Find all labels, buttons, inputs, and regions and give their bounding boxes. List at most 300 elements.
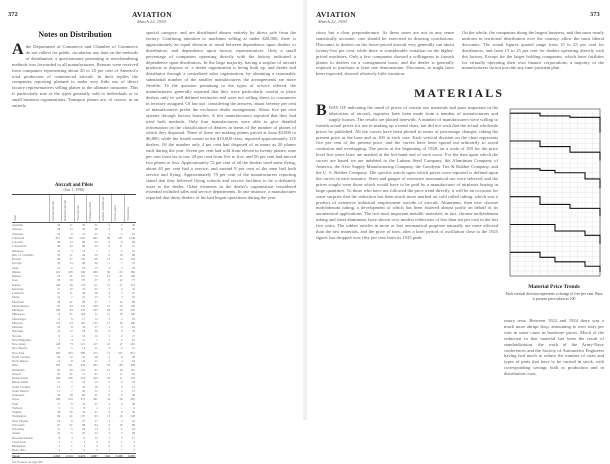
table-value-cell: 9: [58, 346, 61, 351]
table-value-cell: 3: [121, 384, 123, 389]
table-value-cell: 67: [57, 422, 61, 427]
table-title: Aircraft and Pilots: [54, 183, 94, 188]
table-value-cell: 153: [130, 282, 135, 287]
table-value-cell: 11: [57, 380, 61, 385]
table-value-cell: 5: [133, 439, 135, 444]
table-value-cell: 1: [71, 444, 73, 448]
table-value-cell: 73: [69, 342, 73, 346]
table-value-cell: 19: [57, 431, 61, 436]
table-value-cell: 2: [108, 346, 111, 351]
table-value-cell: 13: [94, 380, 98, 385]
table-value-cell: 56: [131, 410, 135, 414]
distribution-cont-text-2: On the whole, the companies doing the largest business, and that most nearly uniform in territorial distribution over the country, allow the most liberal discounts. The actual figures quoted range from 15 to 25 per cent for distributors, and from 15 to 25 per cent for dealers operating directly with the factory. Except for the larger holding companies, which have facilities for virtually operating their own finance corporations, a majority of the manufacturers do not provide any time payment plan.: [462, 30, 604, 71]
table-state-cell: Alabama: [12, 223, 23, 227]
table-state-cell: Wyoming: [12, 427, 24, 431]
table-value-cell: 91: [94, 367, 98, 372]
table-value-cell: 3: [121, 431, 123, 436]
table-value-cell: 46: [82, 261, 86, 266]
table-value-cell: 11: [57, 316, 61, 321]
table-value-cell: 39: [94, 261, 98, 266]
table-value-cell: 98: [82, 422, 86, 427]
table-header: [12, 195, 136, 223]
table-value-cell: 31: [82, 231, 86, 236]
table-state-cell: Wisconsin: [12, 422, 25, 427]
table-header-cell: Licensed aircraft: [49, 195, 61, 222]
table-value-cell: 7: [71, 388, 73, 393]
table-value-cell: 50: [131, 329, 135, 334]
table-state-cell: North Carolina: [12, 354, 31, 359]
materials-title: MATERIALS: [414, 86, 504, 100]
table-value-cell: 7: [121, 291, 123, 295]
table-value-cell: 128: [130, 414, 135, 419]
table-value-cell: 97: [57, 303, 61, 308]
table-value-cell: 16: [69, 410, 73, 414]
table-value-cell: 6: [121, 227, 123, 232]
table-value-cell: 96: [57, 414, 61, 419]
table-value-cell: 133: [55, 320, 61, 325]
table-value-cell: 21: [69, 299, 73, 304]
table-value-cell: 6: [71, 431, 73, 436]
table-value-cell: 115: [80, 274, 86, 278]
table-value-cell: 62: [82, 244, 86, 249]
table-state-cell: Montana: [12, 325, 23, 329]
table-value-cell: 3: [121, 295, 123, 300]
table-value-cell: 6,809: [128, 453, 135, 458]
table-value-cell: 47: [94, 299, 98, 304]
table-value-cell: 2: [121, 333, 123, 338]
table-state-cell: Hawaiian Islands: [12, 435, 33, 440]
table-value-cell: 11: [69, 252, 73, 257]
table-value-cell: 24: [131, 418, 135, 423]
materials-col-1: [316, 102, 498, 415]
table-state-cell: Totals: [12, 453, 20, 458]
table-value-cell: 42: [82, 227, 86, 232]
table-value-cell: 10: [57, 248, 61, 253]
table-value-cell: 96: [57, 257, 61, 261]
table-value-cell: 128: [55, 282, 61, 287]
table-value-cell: 10: [131, 337, 135, 342]
table-value-cell: 11: [119, 244, 123, 249]
table-value-cell: 4: [108, 291, 111, 295]
table-header-cell: Limited commercial: [99, 195, 111, 222]
table-value-cell: 12: [119, 299, 123, 304]
table-value-cell: 33: [57, 261, 61, 266]
table-value-cell: 154: [130, 257, 135, 261]
table-value-cell: 203: [68, 350, 73, 355]
table-value-cell: 82: [119, 269, 123, 274]
table-value-cell: 27: [131, 231, 135, 236]
table-value-cell: 54: [119, 308, 123, 312]
table-value-cell: 3: [108, 325, 111, 329]
table-value-cell: 0: [108, 439, 111, 444]
right-col-2: [462, 30, 604, 82]
table-state-cell: Minnesota: [12, 312, 25, 317]
table-value-cell: 167: [118, 350, 123, 355]
table-value-cell: 8: [71, 401, 73, 406]
table-value-cell: 12: [119, 278, 123, 283]
table-value-cell: 47: [94, 371, 98, 376]
table-value-cell: 9: [71, 418, 73, 423]
table-value-cell: 33: [57, 252, 61, 257]
table-value-cell: 54: [94, 240, 98, 244]
table-value-cell: 4: [121, 401, 123, 406]
table-state-cell: Iowa: [12, 278, 18, 283]
table-value-cell: 17: [107, 320, 111, 325]
table-value-cell: 22: [107, 342, 111, 346]
table-value-cell: 21: [82, 295, 86, 300]
table-value-cell: 2: [108, 380, 111, 385]
table-value-cell: 297: [93, 363, 98, 368]
table-value-cell: 13: [69, 261, 73, 266]
table-value-cell: 434: [80, 363, 86, 368]
table-value-cell: 65: [131, 371, 135, 376]
table-value-cell: 141: [80, 303, 86, 308]
table-value-cell: 47: [131, 291, 135, 295]
table-state-cell: Texas: [12, 397, 19, 402]
table-value-cell: 83: [69, 308, 73, 312]
table-value-cell: 21: [119, 274, 123, 278]
table-value-cell: 13: [57, 388, 61, 393]
table-value-cell: 3: [83, 439, 86, 444]
table-value-cell: 29: [107, 308, 111, 312]
table-value-cell: 21: [94, 401, 98, 406]
table-value-cell: 353: [130, 376, 135, 380]
table-value-cell: 108: [68, 376, 73, 380]
table-value-cell: 16: [57, 325, 61, 329]
table-state-cell: Vermont: [12, 405, 23, 410]
table-value-cell: 2: [108, 435, 111, 440]
table-state-cell: New Jersey: [12, 342, 26, 346]
table-value-cell: 22: [94, 431, 98, 436]
table-value-cell: 18: [131, 380, 135, 385]
table-value-cell: 6: [71, 316, 73, 321]
table-state-cell: Virginia: [12, 410, 22, 414]
table-value-cell: 871: [55, 235, 61, 240]
table-value-cell: 1181: [79, 235, 86, 240]
table-value-cell: 2: [108, 316, 111, 321]
table-value-cell: 2: [108, 295, 111, 300]
table-value-cell: 11: [94, 359, 98, 363]
table-value-cell: 6: [108, 410, 111, 414]
table-value-cell: 13: [82, 333, 86, 338]
table-value-cell: 156: [130, 303, 135, 308]
table-value-cell: 15: [57, 384, 61, 389]
table-value-cell: 64: [94, 422, 98, 427]
table-value-cell: 6: [71, 265, 73, 270]
table-value-cell: 187: [93, 308, 98, 312]
table-value-cell: 16: [119, 422, 123, 427]
table-state-cell: Georgia: [12, 261, 22, 266]
table-value-cell: 41: [69, 414, 73, 419]
table-value-cell: 9: [58, 333, 61, 338]
table-state-cell: New Hampshire: [12, 337, 32, 342]
table-state-cell: Arkansas: [12, 231, 24, 236]
left-col-2: [146, 30, 296, 415]
table-value-cell: 34: [107, 397, 111, 402]
table-value-cell: 93: [94, 414, 98, 419]
table-value-cell: 6: [108, 329, 111, 334]
table-value-cell: 15: [107, 303, 111, 308]
left-col-1: [12, 30, 138, 180]
distribution-cont-text: ritory but a clear preponderance. As these notes are not in any sense statistically accurate, care should be exercised in drawing conclusions. Discounts to dealers on the lower-priced aircraft very generally run about twenty-five per cent, while there is considerable variation on the higher-priced machines. Only a few companies showed a willingness to furnish planes to dealers on a consignment basis, and the dealer is generally required to purchase at least one demonstrator. Discounts, as might have been expected, showed relatively little variation.: [316, 30, 454, 77]
table-value-cell: 88: [119, 363, 123, 368]
table-value-cell: 16: [131, 359, 135, 363]
table-value-cell: 4: [121, 418, 123, 423]
table-body: [12, 223, 136, 457]
table-value-cell: 15: [131, 388, 135, 393]
table-value-cell: 196: [55, 308, 61, 312]
table-value-cell: 27: [119, 282, 123, 287]
table-value-cell: 11: [57, 427, 61, 431]
table-value-cell: 2: [108, 265, 111, 270]
table-value-cell: 41: [69, 274, 73, 278]
table-value-cell: 37: [69, 257, 73, 261]
table-value-cell: 3: [121, 265, 123, 270]
table-state-cell: Missouri: [12, 320, 23, 325]
table-state-cell: North Dakota: [12, 359, 29, 363]
table-value-cell: 24: [119, 257, 123, 261]
table-value-cell: 3: [71, 435, 73, 440]
table-value-cell: 119: [93, 257, 98, 261]
table-state-cell: Tennessee: [12, 393, 25, 397]
table-value-cell: 60: [82, 299, 86, 304]
table-value-cell: 9: [121, 410, 123, 414]
table-state-cell: Michigan: [12, 308, 24, 312]
table-value-cell: 4: [108, 231, 111, 236]
table-state-cell: South Dakota: [12, 388, 29, 393]
table-value-cell: 18: [57, 223, 61, 227]
table-value-cell: 1246: [128, 235, 135, 240]
table-value-cell: 2: [108, 384, 111, 389]
article-col1-text: Athe Department of Commerce and Chamber of Commerce do not collect for public circulation any data on the methods of distribution, a questionnaire pertaining to merchandising methods was forwarded to all manufacturers. Returns were received from companies representing about 20 to 25 per cent of America's total production of commercial aircraft. In their replies the companies reporting planned to make very little use of direct factory representatives selling planes to the ultimate consumer. This is particularly true of the types generally sold to individuals or to small business organizations. Transport planes are, of course, in an entirely: [12, 41, 138, 109]
left-date: March 22, 1930: [137, 19, 166, 24]
table-value-cell: 216: [130, 342, 135, 346]
table-value-cell: 2: [108, 359, 111, 363]
table-value-cell: 1: [71, 448, 73, 453]
chart-title: Material Price Trends: [528, 284, 580, 290]
table-value-cell: 303: [55, 363, 61, 368]
table-value-cell: 268: [55, 397, 61, 402]
table-state-cell: Dist. of Columbia: [12, 252, 34, 257]
table-header-cell: Identified aircraft: [61, 195, 73, 222]
table-value-cell: 66: [131, 299, 135, 304]
table-value-cell: 1: [108, 337, 111, 342]
table-value-cell: 11: [94, 388, 98, 393]
table-header-cell: Transport pilots: [86, 195, 98, 222]
table-value-cell: 384: [130, 269, 135, 274]
table-value-cell: 17: [57, 401, 61, 406]
table-value-cell: 41: [94, 410, 98, 414]
table-value-cell: 71: [119, 376, 123, 380]
table-value-cell: 12: [57, 265, 61, 270]
table-value-cell: 61: [131, 244, 135, 249]
table-value-cell: 29: [69, 278, 73, 283]
table-value-cell: 16: [94, 384, 98, 389]
table-value-cell: 270: [130, 308, 135, 312]
table-value-cell: 31: [69, 422, 73, 427]
table-value-cell: 27: [57, 291, 61, 295]
table-value-cell: 3: [108, 401, 111, 406]
table-value-cell: 21: [69, 371, 73, 376]
table-value-cell: 187: [80, 320, 86, 325]
table-value-cell: 249: [93, 376, 98, 380]
table-value-cell: 121: [130, 367, 135, 372]
table-value-cell: 8: [71, 325, 73, 329]
table-value-cell: 4: [71, 248, 73, 253]
table-value-cell: 12: [107, 367, 111, 372]
table-value-cell: 22: [82, 384, 86, 389]
table-value-cell: 9: [121, 393, 123, 397]
table-value-cell: 14: [57, 359, 61, 363]
table-value-cell: 16: [82, 380, 86, 385]
table-value-cell: 18: [119, 252, 123, 257]
table-value-cell: 16: [131, 316, 135, 321]
table-value-cell: 14: [69, 240, 73, 244]
table-value-cell: 6: [108, 393, 111, 397]
table-state-cell: Idaho: [12, 265, 19, 270]
table-value-cell: 15: [107, 282, 111, 287]
table-value-cell: 1: [108, 333, 111, 338]
table-value-cell: 73: [94, 274, 98, 278]
table-value-cell: 44: [69, 303, 73, 308]
table-value-cell: 69: [131, 240, 135, 244]
table-value-cell: 108: [68, 269, 73, 274]
table-value-cell: 2: [121, 346, 123, 351]
article-col2-text: special category, and are distributed almost entirely by direct sale from the factory. Confining attention to machines selling at under $20,000, there is approximately an equal division of trend between dependence upon dealers or distributors, and dependence upon factory representatives. Only a small percentage of companies operating directly with the factory indicated a dependence upon distributors. In the large majority, having a surplus of aircraft products to dispose of, a dealer organization is being built up, and dealer and distributor through a centralized sales organization, by obtaining a reasonably substantial number of the smaller manufacturers the arrangements are more flexible. To the question pertaining to the types of service offered, the manufacturers generally reported that they were particularly careful to place dealers only in well-defined territories and were not selling direct to consumers in territory assigned. Of fair use, considering the answers, about seventy per cent of manufacturers prefer the exclusive dealer arrangement. About five per cent operate through factory branches. A few manufacturers reported that they had tried both methods. Only four manufacturers were able to give detailed information on the classification of dealers in terms of the number of planes of which they disposed. Three of these are making planes priced at from $3,000 to $6,000, while the fourth comes in the $10,000 class, reported approximately 125 dealers. Of the number only 4 per cent had disposed of as many as 20 planes each during the year. Seven per cent had sold from eleven to twenty planes; nine per cent from six to ten; 20 per cent from five to five, and 56 per cent had moved two planes or less. Approximately 72 per cent of all the dealers used some flying, about 20 per cent had a service, and around 8 per cent of the men had both service and flying. Approximately 75 per cent of the manufacturers reporting stated that they believed flying schools and service facilities to be a definitely asset to the dealer. Other elements in the dealer's organization considered essential included sales and service departments. In one instance, a manufacturer reported that thirty dealers of his had begun operations during the year.: [146, 30, 296, 201]
table-total-row: [12, 453, 136, 457]
table-value-cell: 74: [57, 274, 61, 278]
table-value-cell: 28: [94, 354, 98, 359]
table-value-cell: 54: [69, 320, 73, 325]
left-masthead: AVIATION: [132, 10, 173, 19]
table-state-cell: Utah: [12, 401, 18, 406]
table-value-cell: 41: [57, 329, 61, 334]
table-value-cell: 573: [93, 350, 98, 355]
table-value-cell: 71: [107, 350, 111, 355]
table-value-cell: 98: [107, 235, 111, 240]
table-state-cell: Indiana: [12, 274, 21, 278]
table-value-cell: 4,887: [90, 453, 98, 458]
table-state-cell: Kentucky: [12, 286, 24, 291]
table-value-cell: 5: [108, 261, 111, 266]
right-col-1: [316, 30, 454, 82]
table-footnote: See footnote on page 366: [12, 459, 43, 464]
table-value-cell: 9: [121, 240, 123, 244]
table-value-cell: 16: [82, 427, 86, 431]
materials-text: BWAY OF indicating the trend of prices of certain raw materials and parts important in the fabrication of aircraft, inquiries have been made from a number of manufacturers and supply houses. The results are plotted herewith. A number of manufacturers were willing to furnish actual prices for use in making up a trend chart, but did not wish that the actual wholesale prices be published. All the curves have been plotted in terms of percentage changes, taking the present price as the base and as 100 in each case. Each vertical division on the chart represents five per cent of the present price, and the curves have been spread out arbitrarily to avoid confusion and overlapping. The prices at the beginning of 1928, on a scale of 100 for the price level five years later, are marked at the left-hand end of each curve. For the data upon which the curves are based we are indebted to the Lukens Steel Company, the Aluminum Company of America, the Aero Supply Manufacturing Company, the Goodyear Tire & Rubber Company, and the U. S. Rubber Company. The specific article upon which prices were reported is defined upon the curves in each instance. Sizes and gauges of extensive aeronautical use were selected, and the prices sought were those which would have to be paid by a manufacturer of airplanes buying in large quantities. To those who have not followed the price trend directly, it will be an occasion for some surprise that the reduction has been much more marked on cold rolled tubing, which was a product of extensive industrial employment outside of aircraft. Aluminum, then new chrome molybdenum tubing, a development of which has been fostered almost partly on behalf of its aeronautical applications. The two most important metallic materials, in fact, chrome molybdenum tubing and sheet aluminum, have shown very modest reductions of less than ten per cent in the last five years. The rubber articles in more or less aeronautical purposes naturally are more affected than the raw materials, and the price of tires, after a brief period of oscillation close to the 1925 figure, has dropped over fifty per cent from its 1925 peak.: [316, 102, 498, 240]
table-value-cell: 2: [121, 337, 123, 342]
table-value-cell: 4: [96, 439, 98, 444]
table-value-cell: 11: [82, 337, 86, 342]
table-state-cell: Massachusetts: [12, 303, 30, 308]
table-value-cell: 52: [82, 410, 86, 414]
table-value-cell: 2: [121, 388, 123, 393]
table-value-cell: 111: [93, 282, 98, 287]
right-masthead: AVIATION: [316, 10, 357, 19]
table-value-cell: 428: [130, 363, 135, 368]
table-value-cell: 8: [58, 435, 61, 440]
drop-cap: A: [12, 41, 24, 58]
table-header-cell: Private pilots: [111, 195, 123, 222]
table-value-cell: 106: [130, 274, 135, 278]
table-value-cell: 7: [96, 337, 98, 342]
table-value-cell: 8: [83, 405, 86, 410]
table-value-cell: 11: [119, 371, 123, 376]
table-value-cell: 36: [107, 269, 111, 274]
table-value-cell: 58: [57, 278, 61, 283]
table-value-cell: 3: [108, 418, 111, 423]
table-value-cell: 33: [119, 303, 123, 308]
table-value-cell: 51: [131, 261, 135, 266]
table-value-cell: 56: [119, 397, 123, 402]
table-header-cell: State: [13, 215, 17, 221]
table-value-cell: 1: [108, 248, 111, 253]
table-value-cell: 3: [121, 435, 123, 440]
table-value-cell: 7: [108, 371, 111, 376]
table-value-cell: 14: [69, 227, 73, 232]
table-value-cell: 4: [121, 286, 123, 291]
table-value-cell: 3: [83, 444, 86, 448]
table-value-cell: 349: [80, 269, 86, 274]
table-state-cell: Rhode Island: [12, 380, 28, 385]
table-value-cell: 29: [57, 354, 61, 359]
table-row: [12, 448, 136, 452]
table-value-cell: 50: [57, 371, 61, 376]
table-value-cell: 27: [82, 418, 86, 423]
table-value-cell: 9: [108, 252, 111, 257]
table-value-cell: 10: [131, 248, 135, 253]
table-value-cell: 11: [94, 346, 98, 351]
table-value-cell: 28: [131, 431, 135, 436]
table-value-cell: 18: [131, 295, 135, 300]
table-state-cell: Maine: [12, 295, 20, 300]
table-value-cell: 21: [94, 231, 98, 236]
aircraft-pilots-table: [12, 183, 136, 464]
table-value-cell: 18: [57, 418, 61, 423]
table-value-cell: 7: [121, 261, 123, 266]
table-value-cell: 6,676: [78, 453, 86, 458]
table-value-cell: 8: [108, 244, 111, 249]
table-state-cell: Washington: [12, 414, 27, 419]
article-title: Notes on Distribution: [38, 30, 112, 39]
table-value-cell: 7: [108, 299, 111, 304]
table-value-cell: 4,563: [53, 453, 61, 458]
table-value-cell: 241: [55, 269, 61, 274]
table-value-cell: 1: [108, 405, 111, 410]
table-value-cell: 38: [82, 291, 86, 295]
table-value-cell: 7: [71, 384, 73, 389]
table-value-cell: 22: [82, 359, 86, 363]
table-state-cell: California: [12, 235, 25, 240]
material-price-chart: [504, 105, 604, 280]
table-value-cell: 89: [131, 422, 135, 427]
table-value-cell: 44: [82, 252, 86, 257]
table-value-cell: 47: [119, 342, 123, 346]
table-state-cell: Pennsylvania: [12, 376, 28, 380]
table-value-cell: 11: [107, 312, 111, 317]
table-state-cell: New Mexico: [12, 346, 28, 351]
left-page-number: 372: [8, 11, 18, 18]
table-value-cell: 6: [133, 405, 135, 410]
table-value-cell: 4: [108, 354, 111, 359]
table-value-cell: 11: [82, 435, 86, 440]
table-value-cell: 13: [94, 295, 98, 300]
table-state-cell: Delaware: [12, 248, 24, 253]
table-value-cell: 36: [119, 320, 123, 325]
table-value-cell: 56: [131, 393, 135, 397]
table-value-cell: 2: [108, 427, 111, 431]
table-value-cell: 3: [96, 448, 98, 453]
